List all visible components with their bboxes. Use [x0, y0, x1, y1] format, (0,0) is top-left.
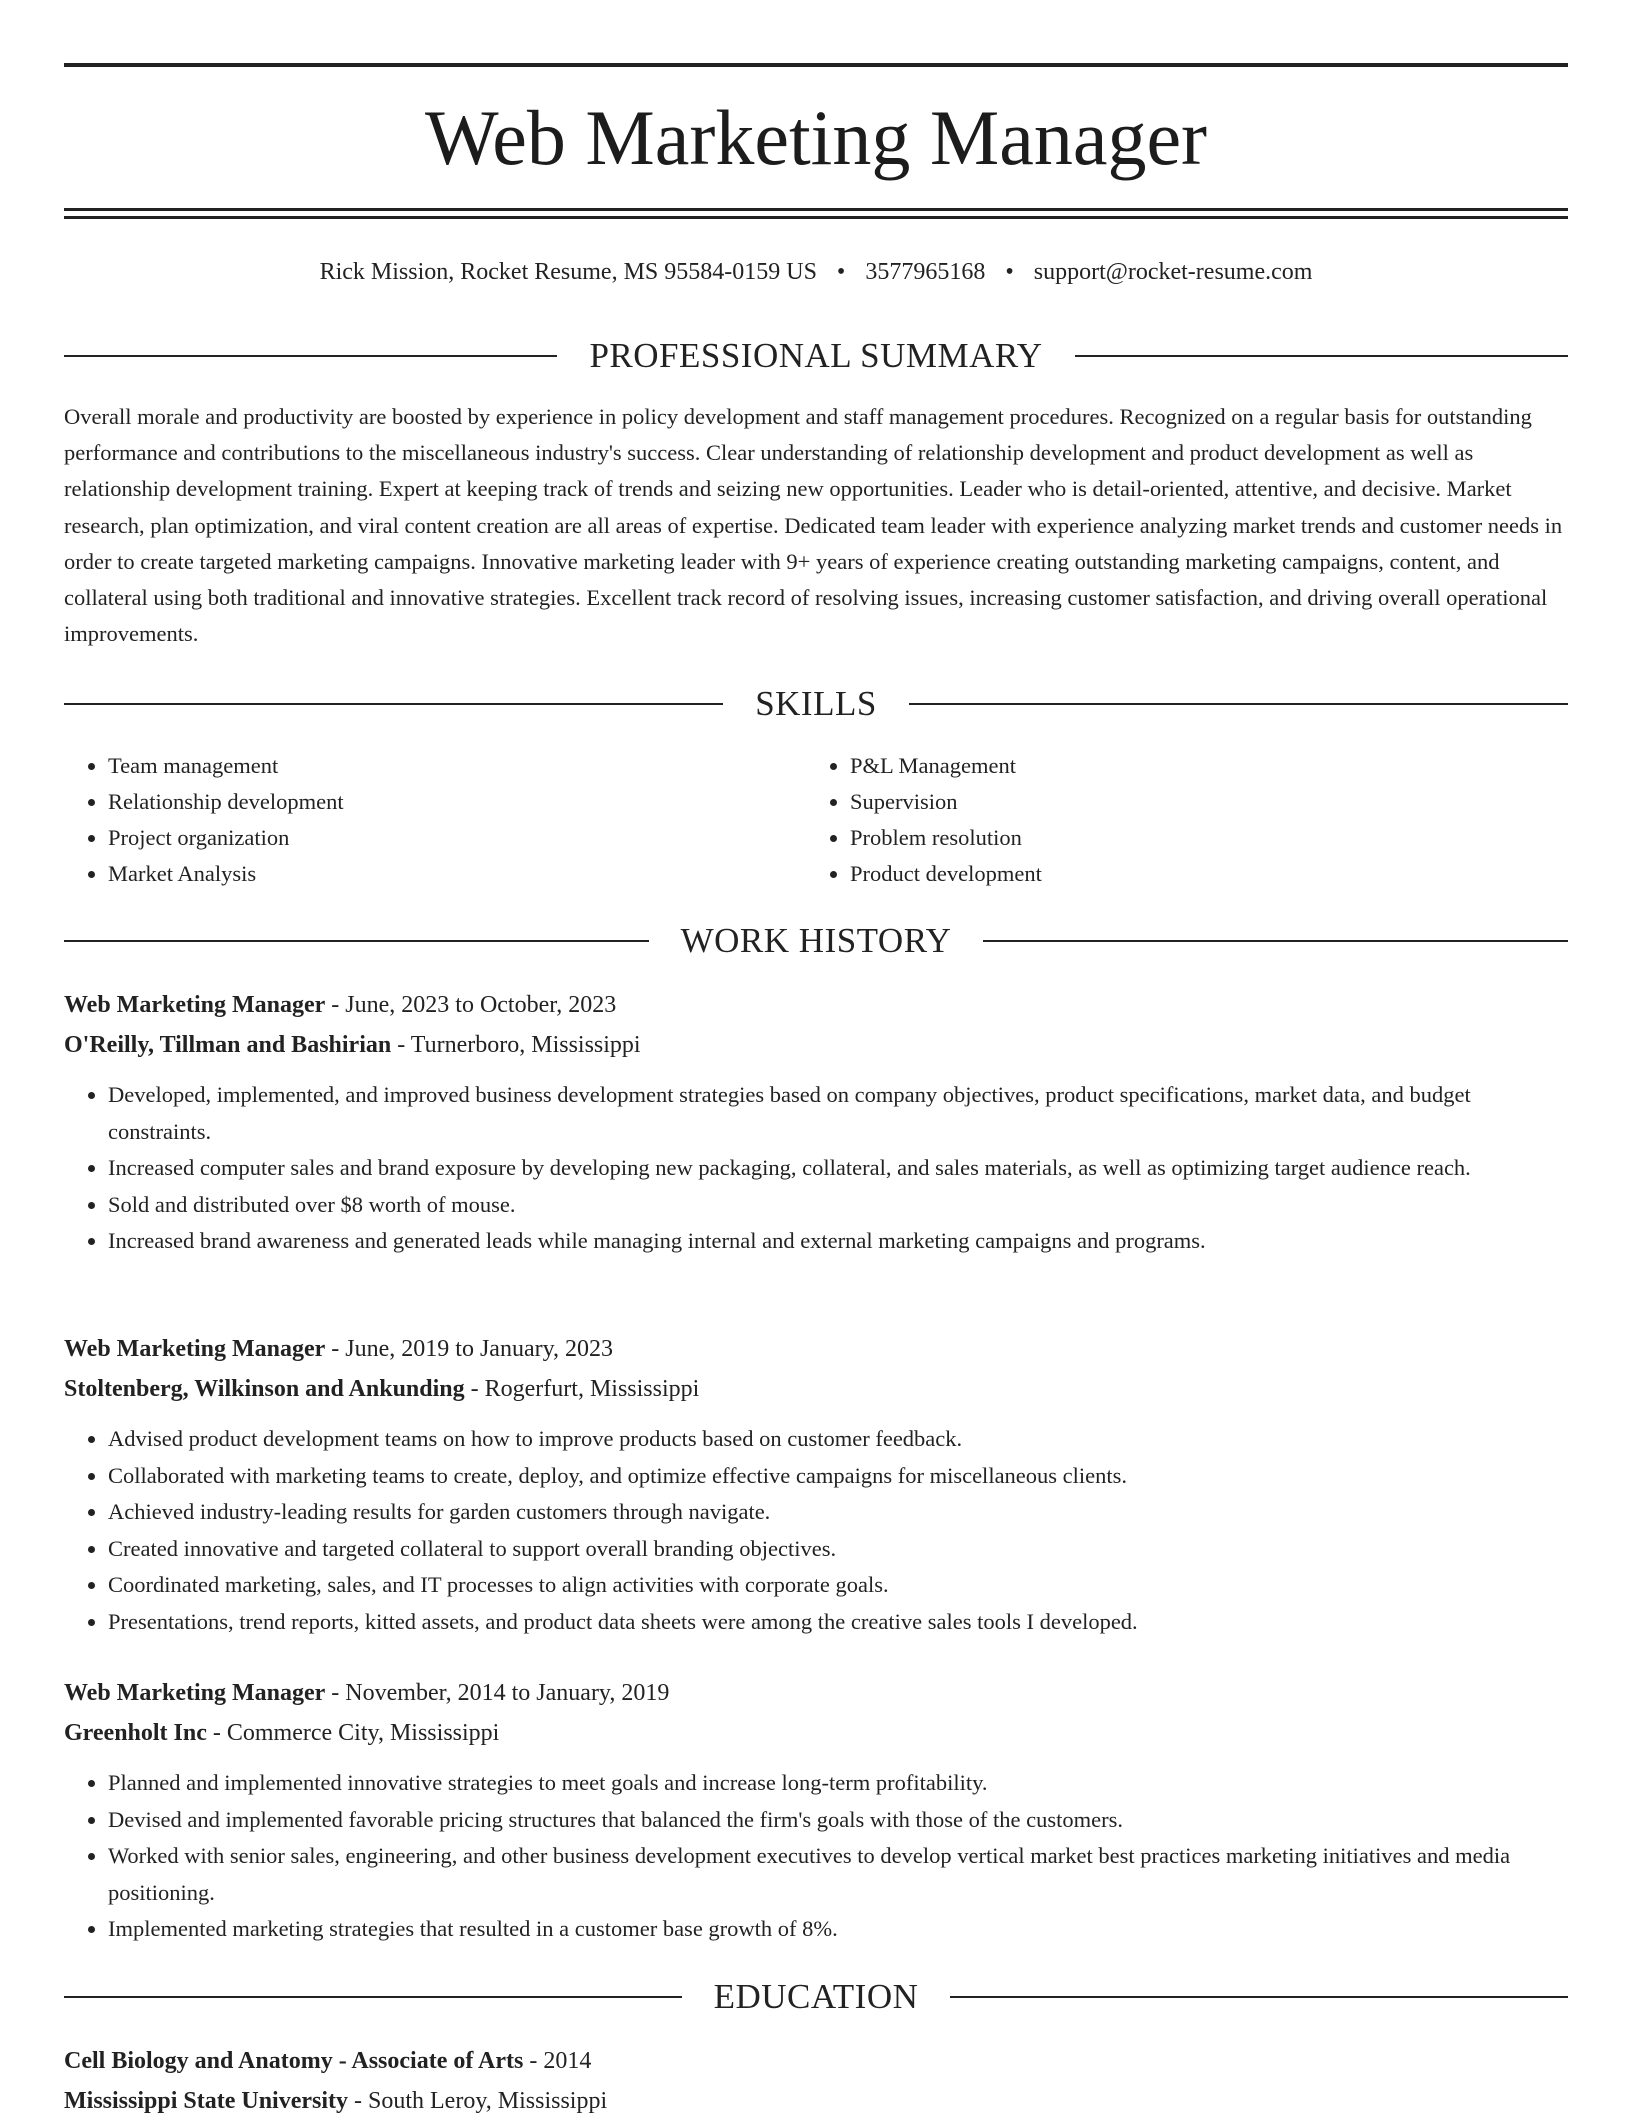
education-degree-line	[64, 2041, 1568, 2081]
contact-separator: •	[836, 259, 846, 285]
job-entry	[64, 1329, 1568, 1640]
job-bullet: • Developed, implemented, and improved business development strategies based on company objectives, product specifications, market data, and budget constraints.	[108, 1077, 1568, 1150]
job-bullet: • Implemented marketing strategies that resulted in a customer base growth of 8%.	[108, 1911, 1568, 1948]
skills-column-right	[806, 748, 1550, 892]
top-rule	[64, 63, 1568, 67]
contact-separator: •	[1005, 259, 1014, 285]
education-section-header	[64, 1974, 1568, 2020]
job-bullets	[64, 1077, 1568, 1260]
skill-item: • P&L Management	[850, 748, 1550, 784]
section-rule	[950, 1996, 1568, 1998]
section-rule	[909, 703, 1568, 705]
skill-item: • Problem resolution	[850, 820, 1550, 856]
summary-section-header	[64, 333, 1568, 379]
education-location: - South Leroy, Mississippi	[348, 2088, 608, 2114]
job-title-line	[64, 1673, 1568, 1713]
skill-item: • Relationship development	[108, 784, 806, 820]
skills-heading: SKILLS	[755, 684, 877, 723]
title-rule-upper	[64, 208, 1568, 211]
job-dates: - June, 2019 to January, 2023	[325, 1336, 614, 1362]
job-location: - Commerce City, Mississippi	[206, 1720, 500, 1746]
job-bullet: • Presentations, trend reports, kitted assets, and product data sheets were among the creative sales tools I developed.	[108, 1604, 1568, 1641]
section-rule	[983, 940, 1568, 942]
skills-section-header	[64, 681, 1568, 727]
job-bullet: • Collaborated with marketing teams to create, deploy, and optimize effective campaigns for miscellaneous clients.	[108, 1458, 1568, 1495]
work-heading: WORK HISTORY	[680, 921, 952, 960]
education-year: - 2014	[523, 2048, 592, 2074]
skills-column-left	[64, 748, 806, 892]
job-dates: - November, 2014 to January, 2019	[325, 1680, 670, 1706]
contact-phone: 3577965168	[865, 259, 986, 285]
job-company: Stoltenberg, Wilkinson and Ankunding	[64, 1376, 465, 1402]
skill-item: • Market Analysis	[108, 856, 806, 892]
job-bullets	[64, 1421, 1568, 1640]
title-rule-lower	[64, 216, 1568, 219]
education-school: Mississippi State University	[64, 2088, 349, 2114]
job-title: Web Marketing Manager	[64, 992, 326, 1018]
job-company-line	[64, 1713, 1568, 1753]
job-bullets	[64, 1765, 1568, 1948]
job-bullet: • Achieved industry-leading results for garden customers through navigate.	[108, 1494, 1568, 1531]
education-degree: Cell Biology and Anatomy - Associate of Arts	[64, 2048, 524, 2074]
job-bullet: • Planned and implemented innovative strategies to meet goals and increase long-term profitability.	[108, 1765, 1568, 1802]
job-company: Greenholt Inc	[64, 1720, 207, 1746]
job-location: - Turnerboro, Mississippi	[391, 1032, 641, 1058]
contact-email: support@rocket-resume.com	[1033, 259, 1313, 285]
job-entry	[64, 1673, 1568, 1948]
skills-list	[64, 748, 1568, 892]
job-company: O'Reilly, Tillman and Bashirian	[64, 1032, 392, 1058]
job-company-line	[64, 1025, 1568, 1065]
job-bullet: • Increased computer sales and brand exposure by developing new packaging, collateral, and sales materials, as well as optimizing target audience reach.	[108, 1150, 1568, 1187]
section-rule	[1075, 355, 1568, 357]
education-school-line	[64, 2081, 1568, 2121]
job-bullet: • Advised product development teams on how to improve products based on customer feedback.	[108, 1421, 1568, 1458]
job-title-line	[64, 985, 1568, 1025]
job-bullet: • Devised and implemented favorable pricing structures that balanced the firm's goals with those of the customers.	[108, 1802, 1568, 1839]
job-entry	[64, 985, 1568, 1260]
resume-title: Web Marketing Manager	[424, 94, 1208, 181]
job-bullet: • Coordinated marketing, sales, and IT processes to align activities with corporate goals.	[108, 1567, 1568, 1604]
skill-item: • Supervision	[850, 784, 1550, 820]
job-title-line	[64, 1329, 1568, 1369]
job-bullet: • Sold and distributed over $8 worth of mouse.	[108, 1187, 1568, 1224]
skill-item: • Team management	[108, 748, 806, 784]
section-rule	[64, 703, 723, 705]
contact-address: Rick Mission, Rocket Resume, MS 95584-0159 US	[319, 259, 817, 285]
summary-heading: PROFESSIONAL SUMMARY	[589, 336, 1043, 375]
education-entry	[64, 2041, 1568, 2121]
summary-text: Overall morale and productivity are boosted by experience in policy development and staff management procedures. Recognized on a regular basis for outstanding performance and contributions to the miscellaneous industry's success. Clear understanding of relationship development and product development as well as relationship development training. Expert at keeping track of trends and seizing new opportunities. Leader who is detail-oriented, attentive, and decisive. Market research, plan optimization, and viral content creation are all areas of expertise. Dedicated team leader with experience analyzing market trends and customer needs in order to create targeted marketing campaigns. Innovative marketing leader with 9+ years of experience creating outstanding marketing campaigns, content, and collateral using both traditional and innovative strategies. Excellent track record of resolving issues, increasing customer satisfaction, and driving overall operational improvements.	[64, 404, 1563, 647]
job-title: Web Marketing Manager	[64, 1680, 326, 1706]
skill-item: • Product development	[850, 856, 1550, 892]
job-bullet: • Increased brand awareness and generated leads while managing internal and external marketing campaigns and programs.	[108, 1223, 1568, 1260]
education-heading: EDUCATION	[713, 1977, 919, 2016]
job-dates: - June, 2023 to October, 2023	[325, 992, 617, 1018]
section-rule	[64, 940, 649, 942]
job-bullet: • Created innovative and targeted collateral to support overall branding objectives.	[108, 1531, 1568, 1568]
section-rule	[64, 355, 557, 357]
job-bullet: • Worked with senior sales, engineering, and other business development executives to develop vertical market best practices marketing initiatives and media positioning.	[108, 1838, 1568, 1911]
job-location: - Rogerfurt, Mississippi	[464, 1376, 700, 1402]
work-section-header	[64, 918, 1568, 964]
job-company-line	[64, 1369, 1568, 1409]
job-title: Web Marketing Manager	[64, 1336, 326, 1362]
contact-line	[64, 252, 1568, 292]
section-rule	[64, 1996, 682, 1998]
skill-item: • Project organization	[108, 820, 806, 856]
